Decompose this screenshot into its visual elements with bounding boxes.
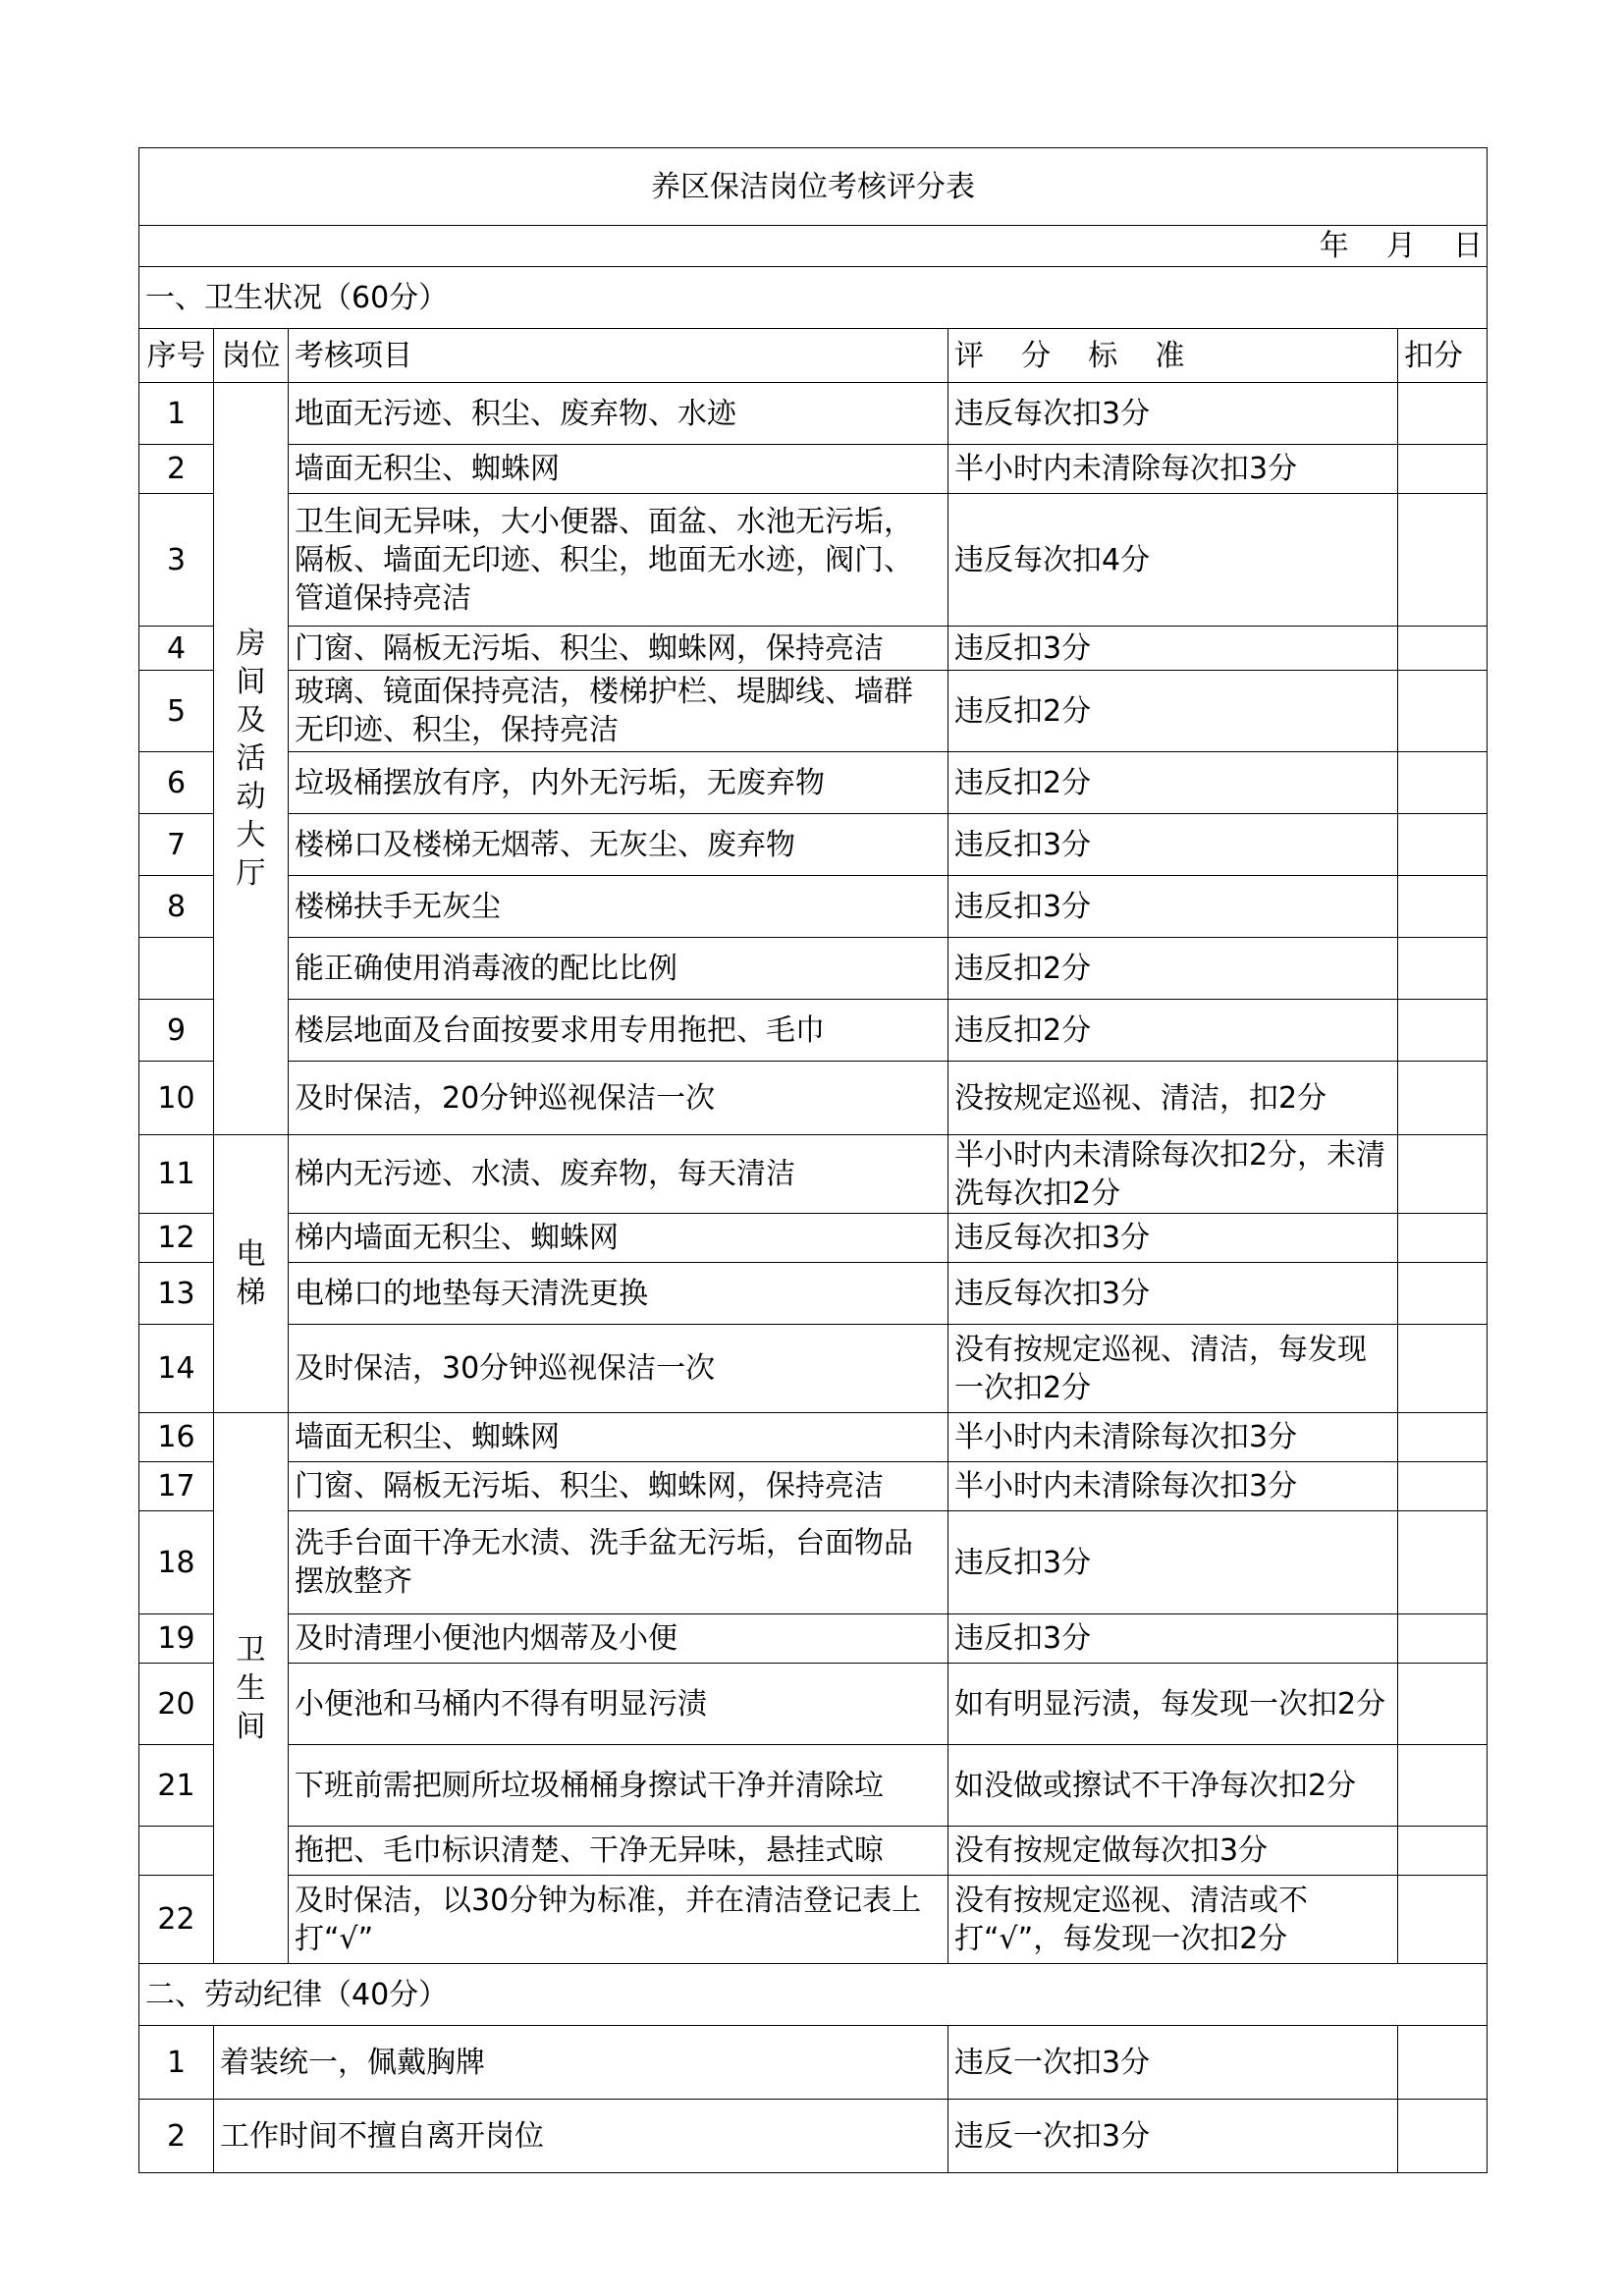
section-heading: 一、卫生状况（60分）	[139, 267, 1488, 329]
row-number	[139, 938, 214, 1000]
deduct-cell	[1398, 1827, 1488, 1876]
row-number: 9	[139, 1000, 214, 1062]
deduct-cell	[1398, 1876, 1488, 1964]
post-label	[214, 383, 289, 1135]
item-cell: 门窗、隔板无污垢、积尘、蜘蛛网，保持亮洁	[289, 627, 948, 671]
deduct-cell	[1398, 814, 1488, 876]
deduct-cell	[1398, 1614, 1488, 1664]
row-number: 16	[139, 1413, 214, 1462]
item-cell: 小便池和马桶内不得有明显污渍	[289, 1664, 948, 1745]
table-row	[139, 938, 1488, 1000]
deduct-cell	[1398, 1263, 1488, 1325]
table-row	[139, 1263, 1488, 1325]
item-cell: 卫生间无异味，大小便器、面盆、水池无污垢，隔板、墙面无印迹、积尘，地面无水迹，阀门、管道保持亮洁	[289, 494, 948, 627]
deduct-cell	[1398, 1664, 1488, 1745]
row-number: 13	[139, 1263, 214, 1325]
standard-cell: 违反每次扣3分	[948, 1263, 1398, 1325]
item-cell: 地面无污迹、积尘、废弃物、水迹	[289, 383, 948, 445]
standard-cell: 违反一次扣3分	[948, 2026, 1398, 2100]
item-cell: 拖把、毛巾标识清楚、干净无异味，悬挂式晾	[289, 1827, 948, 1876]
item-cell: 楼梯口及楼梯无烟蒂、无灰尘、废弃物	[289, 814, 948, 876]
standard-cell: 违反扣3分	[948, 814, 1398, 876]
item-cell: 垃圾桶摆放有序，内外无污垢，无废弃物	[289, 752, 948, 814]
table-row	[139, 1062, 1488, 1135]
deduct-cell	[1398, 2100, 1488, 2173]
item-cell: 玻璃、镜面保持亮洁，楼梯护栏、堤脚线、墙群无印迹、积尘，保持亮洁	[289, 671, 948, 752]
table-row	[139, 627, 1488, 671]
table-row	[139, 1511, 1488, 1614]
table-row	[139, 1827, 1488, 1876]
standard-cell: 违反扣3分	[948, 1614, 1398, 1664]
table-row	[139, 1462, 1488, 1511]
deduct-cell	[1398, 627, 1488, 671]
deduct-cell	[1398, 1000, 1488, 1062]
standard-cell: 半小时内未清除每次扣3分	[948, 1413, 1398, 1462]
row-number: 6	[139, 752, 214, 814]
item-cell: 能正确使用消毒液的配比比例	[289, 938, 948, 1000]
table-row	[139, 1325, 1488, 1413]
header-standard: 评 分 标 准	[948, 329, 1398, 383]
row-number: 12	[139, 1214, 214, 1263]
standard-cell: 半小时内未清除每次扣2分，未清洗每次扣2分	[948, 1135, 1398, 1214]
post-label	[214, 1413, 289, 1964]
row-number: 21	[139, 1745, 214, 1827]
deduct-cell	[1398, 1511, 1488, 1614]
item-cell: 及时保洁，30分钟巡视保洁一次	[289, 1325, 948, 1413]
row-number	[139, 1827, 214, 1876]
row-number: 10	[139, 1062, 214, 1135]
standard-cell: 没有按规定巡视、清洁，每发现一次扣2分	[948, 1325, 1398, 1413]
standard-cell: 违反扣2分	[948, 1000, 1398, 1062]
standard-cell: 违反扣2分	[948, 752, 1398, 814]
table-row	[139, 1000, 1488, 1062]
table-row	[139, 1413, 1488, 1462]
item-cell: 着装统一，佩戴胸牌	[214, 2026, 948, 2100]
row-number: 8	[139, 876, 214, 938]
standard-cell: 违反扣3分	[948, 627, 1398, 671]
header-post: 岗位	[214, 329, 289, 383]
item-cell: 及时保洁，20分钟巡视保洁一次	[289, 1062, 948, 1135]
item-cell: 工作时间不擅自离开岗位	[214, 2100, 948, 2173]
row-number: 19	[139, 1614, 214, 1664]
standard-cell: 如有明显污渍，每发现一次扣2分	[948, 1664, 1398, 1745]
row-number: 14	[139, 1325, 214, 1413]
deduct-cell	[1398, 1135, 1488, 1214]
item-cell: 电梯口的地垫每天清洗更换	[289, 1263, 948, 1325]
standard-cell: 违反扣2分	[948, 671, 1398, 752]
deduct-cell	[1398, 383, 1488, 445]
row-number: 5	[139, 671, 214, 752]
item-cell: 洗手台面干净无水渍、洗手盆无污垢，台面物品摆放整齐	[289, 1511, 948, 1614]
table-row	[139, 2100, 1488, 2173]
standard-cell: 违反一次扣3分	[948, 2100, 1398, 2173]
table-row	[139, 671, 1488, 752]
deduct-cell	[1398, 494, 1488, 627]
item-cell: 及时清理小便池内烟蒂及小便	[289, 1614, 948, 1664]
table-row	[139, 814, 1488, 876]
row-number: 2	[139, 445, 214, 494]
header-deduct: 扣分	[1398, 329, 1488, 383]
standard-cell: 半小时内未清除每次扣3分	[948, 445, 1398, 494]
header-row	[139, 329, 1488, 383]
standard-cell: 违反扣3分	[948, 1511, 1398, 1614]
table-row	[139, 383, 1488, 445]
deduct-cell	[1398, 1462, 1488, 1511]
standard-cell: 违反每次扣3分	[948, 383, 1398, 445]
standard-cell: 没按规定巡视、清洁，扣2分	[948, 1062, 1398, 1135]
item-cell: 下班前需把厕所垃圾桶桶身擦试干净并清除垃	[289, 1745, 948, 1827]
post-label-text: 卫生间	[236, 1632, 266, 1744]
table-row	[139, 2026, 1488, 2100]
row-number: 1	[139, 2026, 214, 2100]
row-number: 4	[139, 627, 214, 671]
row-number: 18	[139, 1511, 214, 1614]
deduct-cell	[1398, 938, 1488, 1000]
post-label-text: 房间及活动大厅	[236, 627, 266, 891]
table-row	[139, 1135, 1488, 1214]
section-heading: 二、劳动纪律（40分）	[139, 1964, 1488, 2026]
header-no: 序号	[139, 329, 214, 383]
standard-cell: 违反每次扣3分	[948, 1214, 1398, 1263]
item-cell: 楼梯扶手无灰尘	[289, 876, 948, 938]
row-number: 1	[139, 383, 214, 445]
assessment-table	[138, 147, 1488, 2173]
row-number: 22	[139, 1876, 214, 1964]
deduct-cell	[1398, 1745, 1488, 1827]
table-row	[139, 752, 1488, 814]
standard-cell: 没有按规定巡视、清洁或不打“√”，每发现一次扣2分	[948, 1876, 1398, 1964]
table-row	[139, 1614, 1488, 1664]
table-row	[139, 876, 1488, 938]
item-cell: 梯内墙面无积尘、蜘蛛网	[289, 1214, 948, 1263]
table-row	[139, 1664, 1488, 1745]
deduct-cell	[1398, 445, 1488, 494]
deduct-cell	[1398, 1062, 1488, 1135]
standard-cell: 违反扣2分	[948, 938, 1398, 1000]
deduct-cell	[1398, 2026, 1488, 2100]
table-row	[139, 445, 1488, 494]
item-cell: 门窗、隔板无污垢、积尘、蜘蛛网，保持亮洁	[289, 1462, 948, 1511]
standard-cell: 如没做或擦试不干净每次扣2分	[948, 1745, 1398, 1827]
deduct-cell	[1398, 671, 1488, 752]
deduct-cell	[1398, 1214, 1488, 1263]
post-label	[214, 1135, 289, 1413]
row-number: 7	[139, 814, 214, 876]
table-row	[139, 1214, 1488, 1263]
page-title: 养区保洁岗位考核评分表	[139, 148, 1488, 226]
item-cell: 墙面无积尘、蜘蛛网	[289, 445, 948, 494]
table-row	[139, 1745, 1488, 1827]
deduct-cell	[1398, 1325, 1488, 1413]
standard-cell: 没有按规定做每次扣3分	[948, 1827, 1398, 1876]
item-cell: 梯内无污迹、水渍、废弃物，每天清洁	[289, 1135, 948, 1214]
standard-cell: 违反每次扣4分	[948, 494, 1398, 627]
table-row	[139, 494, 1488, 627]
date-line: 年 月 日	[139, 226, 1488, 267]
row-number: 17	[139, 1462, 214, 1511]
table-row	[139, 1876, 1488, 1964]
deduct-cell	[1398, 876, 1488, 938]
row-number: 3	[139, 494, 214, 627]
standard-cell: 半小时内未清除每次扣3分	[948, 1462, 1398, 1511]
item-cell: 楼层地面及台面按要求用专用拖把、毛巾	[289, 1000, 948, 1062]
item-cell: 及时保洁，以30分钟为标准，并在清洁登记表上打“√”	[289, 1876, 948, 1964]
standard-cell: 违反扣3分	[948, 876, 1398, 938]
row-number: 20	[139, 1664, 214, 1745]
header-item: 考核项目	[289, 329, 948, 383]
row-number: 11	[139, 1135, 214, 1214]
row-number: 2	[139, 2100, 214, 2173]
post-label-text: 电梯	[236, 1237, 266, 1310]
item-cell: 墙面无积尘、蜘蛛网	[289, 1413, 948, 1462]
deduct-cell	[1398, 752, 1488, 814]
deduct-cell	[1398, 1413, 1488, 1462]
